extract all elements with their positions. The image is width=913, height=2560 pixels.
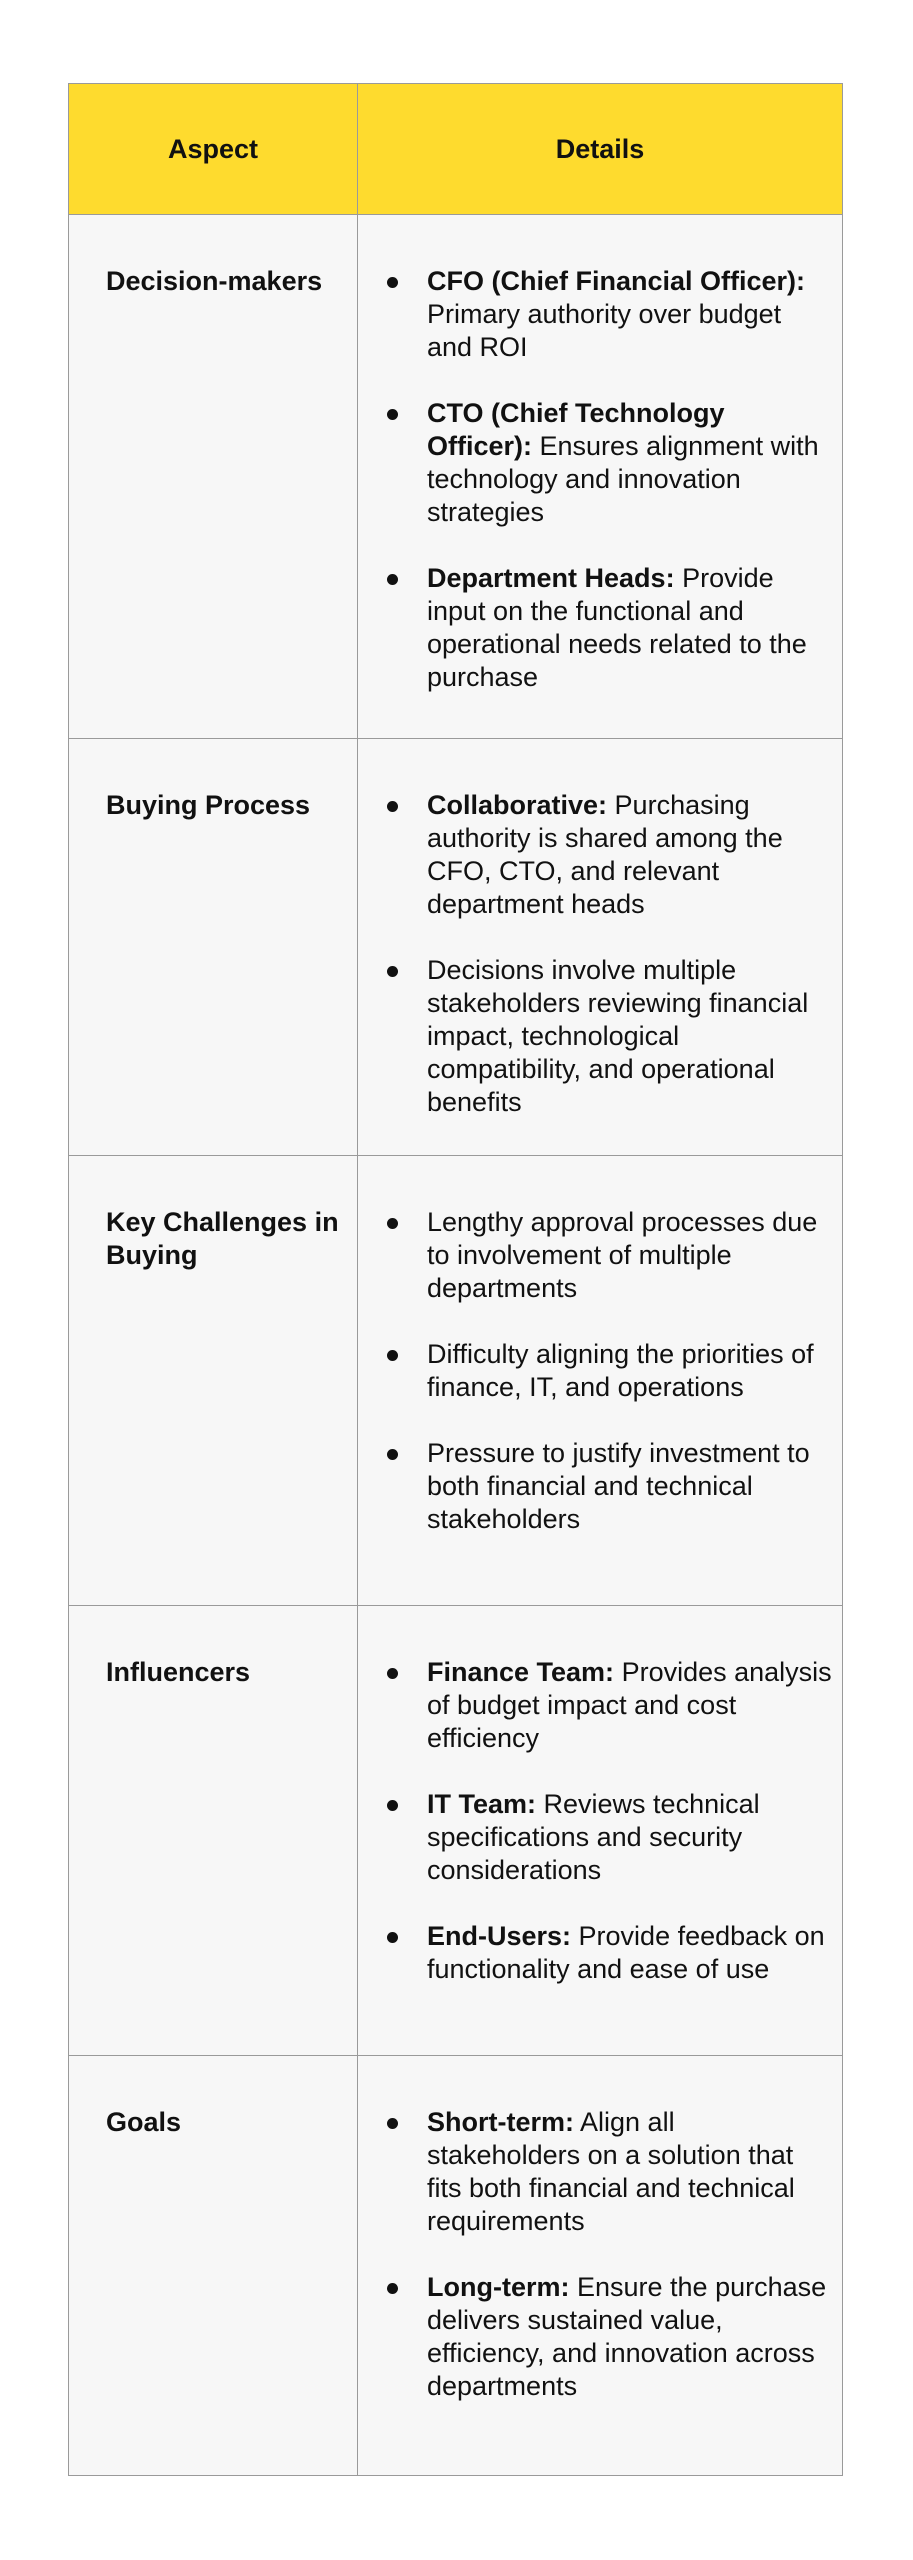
details-list (358, 1156, 842, 1536)
list-item (358, 1656, 832, 1755)
item-text: Difficulty aligning the priorities of finance, IT, and operations (427, 1339, 814, 1402)
list-item (358, 397, 832, 529)
table-row (69, 1605, 842, 2055)
item-term: Short-term: (427, 2107, 574, 2137)
aspect-label: Key Challenges in Buying (106, 1207, 339, 1270)
item-text: Provide input on the functional and operational needs related to the purchase (427, 563, 807, 692)
aspect-cell (69, 1606, 358, 2055)
aspect-cell (69, 739, 358, 1155)
item-term: CTO (Chief Technology Officer): (427, 398, 725, 461)
item-term: End-Users: (427, 1921, 572, 1951)
item-term: Collaborative: (427, 790, 608, 820)
item-text: Decisions involve multiple stakeholders reviewing financial impact, technological compatibility, and operational benefits (427, 955, 809, 1117)
item-text: Ensures alignment with technology and innovation strategies (427, 431, 819, 527)
list-item (358, 1788, 832, 1887)
details-list (358, 2056, 842, 2403)
header-aspect: Aspect (69, 84, 358, 214)
item-text: Provides analysis of budget impact and cost efficiency (427, 1657, 832, 1753)
details-cell (358, 215, 842, 738)
header-details: Details (555, 133, 645, 164)
list-item (358, 1437, 832, 1536)
list-item (358, 1920, 832, 1986)
table-row (69, 738, 842, 1155)
table-row (69, 2055, 842, 2475)
details-cell (358, 1606, 842, 2055)
item-text: Ensure the purchase delivers sustained value, efficiency, and innovation across departments (427, 2272, 827, 2401)
item-term: Finance Team: (427, 1657, 615, 1687)
details-cell (358, 739, 842, 1155)
comparison-table (68, 83, 843, 2476)
details-list (358, 739, 842, 1119)
table-row (69, 1155, 842, 1605)
details-cell (358, 2056, 842, 2475)
aspect-label: Decision-makers (106, 266, 323, 296)
item-text: Primary authority over budget and ROI (427, 299, 782, 362)
aspect-label: Buying Process (106, 790, 311, 820)
table-row (69, 214, 842, 738)
aspect-label: Influencers (106, 1657, 251, 1687)
item-text: Provide feedback on functionality and ease of use (427, 1921, 825, 1984)
item-term: IT Team: (427, 1789, 537, 1819)
table-header-row (69, 84, 842, 214)
list-item (358, 1338, 832, 1404)
item-text: Purchasing authority is shared among the CFO, CTO, and relevant department heads (427, 790, 783, 919)
item-text: Align all stakeholders on a solution that fits both financial and technical requirements (427, 2107, 795, 2236)
aspect-cell (69, 1156, 358, 1605)
item-term: Department Heads: (427, 563, 675, 593)
details-list (358, 1606, 842, 1986)
aspect-cell (69, 215, 358, 738)
item-text: Lengthy approval processes due to involvement of multiple departments (427, 1207, 818, 1303)
details-list (358, 215, 842, 694)
item-text: Reviews technical specifications and security considerations (427, 1789, 760, 1885)
list-item (358, 1206, 832, 1305)
list-item (358, 562, 832, 694)
item-term: CFO (Chief Financial Officer): (427, 266, 806, 296)
list-item (358, 265, 832, 364)
list-item (358, 2106, 832, 2238)
item-text: Pressure to justify investment to both financial and technical stakeholders (427, 1438, 810, 1534)
item-term: Long-term: (427, 2272, 570, 2302)
details-cell (358, 1156, 842, 1605)
list-item (358, 2271, 832, 2403)
list-item (358, 789, 832, 921)
list-item (358, 954, 832, 1119)
aspect-label: Goals (106, 2107, 182, 2137)
aspect-cell (69, 2056, 358, 2475)
